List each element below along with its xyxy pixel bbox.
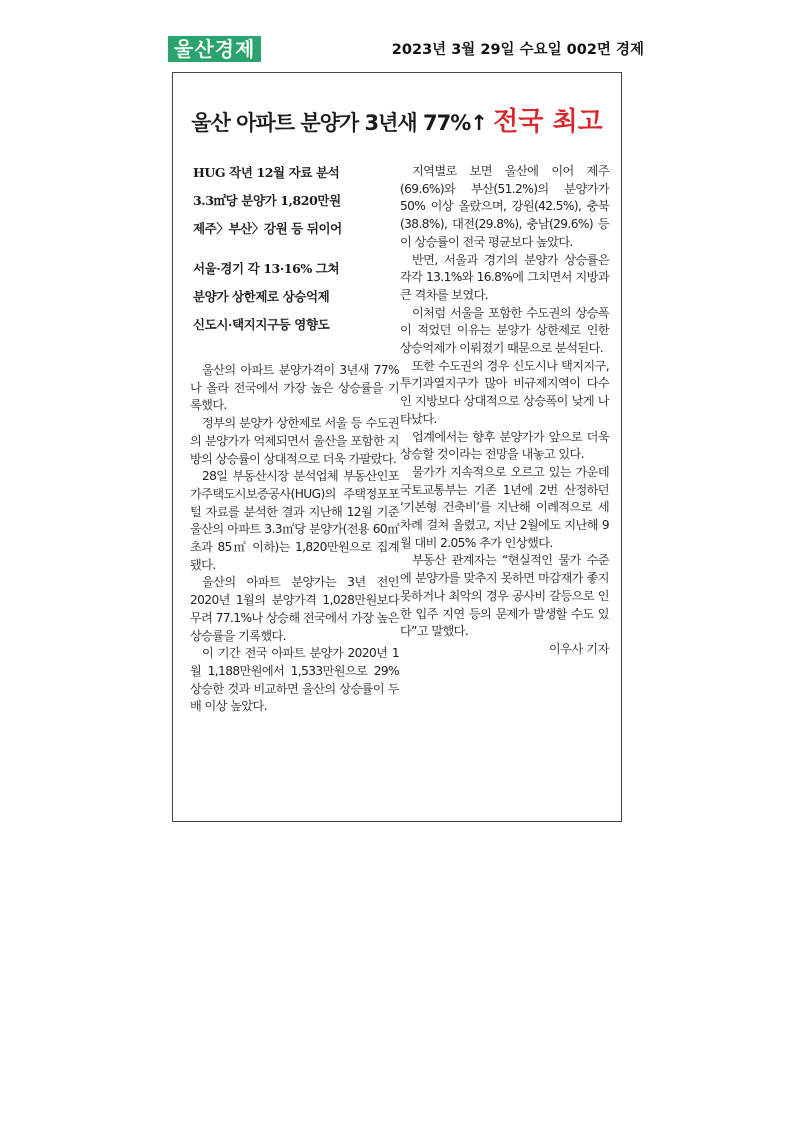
body-paragraph: 28일 부동산시장 분석업체 부동산인포가주택도시보증공사(HUG)의 주택정포포털 자료를 분석한 결과 지난해 12월 기준 울산의 아파트 3.3㎡당 분양가(전용 60㎡ 초과 85㎡ 이하)는 1,820만원으로 집계됐다. <box>190 469 399 572</box>
headline-accent: 전국 최고 <box>493 107 603 137</box>
subheadline: 서울·경기 각 13·16% 그쳐 <box>193 261 340 276</box>
body-paragraph: 울산의 아파트 분양가는 3년 전인 2020년 1월의 분양가격 1,028만원보다 무려 77.1%나 상승해 전국에서 가장 높은 상승률을 기록했다. <box>190 575 399 643</box>
body-paragraph: 이처럼 서울을 포함한 수도권의 상승폭이 적었던 이유는 분양가 상한제로 인한 상승억제가 이뤄졌기 때문으로 분석된다. <box>400 305 609 356</box>
subheadlines <box>193 159 393 339</box>
body-paragraph: 지역별로 보면 울산에 이어 제주(69.6%)와 부산(51.2%)의 분양가가 50% 이상 올랐으며, 강원(42.5%), 충북(38.8%), 대전(29.8%), 충남(29.6%) 등이 상승률이 전국 평균보다 높았다. <box>400 164 609 249</box>
subheadline-group <box>193 255 393 339</box>
body-paragraph: 또한 수도권의 경우 신도시나 택지지구, 투기과열지구가 많아 비규제지역이 다수인 지방보다 상대적으로 상승폭이 낮게 나타났다. <box>400 358 609 426</box>
subheadline: HUG 작년 12월 자료 분석 <box>193 165 340 180</box>
dateline: 2023년 3월 29일 수요일 002면 경제 <box>391 42 644 58</box>
body-column-left <box>190 362 399 716</box>
byline: 이우사 기자 <box>549 641 609 656</box>
body-column-right <box>400 163 609 659</box>
subheadline: 제주〉부산〉강원 등 뒤이어 <box>193 221 342 236</box>
byline-row <box>400 641 609 659</box>
body-paragraph: 정부의 분양가 상한제로 서울 등 수도권의 분양가가 억제되면서 울산을 포함한 지방의 상승률이 상대적으로 더욱 가팔랐다. <box>190 416 399 466</box>
headline-main: 울산 아파트 분양가 3년새 77%↑ <box>191 111 487 135</box>
newspaper-logo: 울산경제 <box>168 36 261 62</box>
article-frame <box>172 72 622 822</box>
body-paragraph: 반면, 서울과 경기의 분양가 상승률은 각각 13.1%와 16.8%에 그치면서 지방과 큰 격차를 보였다. <box>400 252 609 302</box>
subheadline: 분양가 상한제로 상승억제 <box>193 289 330 304</box>
body-paragraph: 업계에서는 향후 분양가가 앞으로 더욱 상승할 것이라는 전망을 내놓고 있다. <box>400 429 609 462</box>
body-paragraph: 울산의 아파트 분양가격이 3년새 77%나 올라 전국에서 가장 높은 상승률을 기록했다. <box>190 363 399 413</box>
subheadline: 신도시·택지지구등 영향도 <box>193 317 330 332</box>
body-paragraph: 부동산 관계자는 “현실적인 물가 수준에 분양가를 맞추지 못하면 마감재가 좋지 못하거나 최악의 경우 공사비 갈등으로 인한 입주 지연 등의 문제가 발생할 수도 있다”고 말했다. <box>400 553 609 639</box>
subheadline-group <box>193 159 393 243</box>
subheadline: 3.3㎡당 분양가 1,820만원 <box>193 193 341 208</box>
headline <box>173 101 621 138</box>
body-paragraph: 이 기간 전국 아파트 분양가 2020년 1월 1,188만원에서 1,533만원으로 29% 상승한 것과 비교하면 울산의 상승률이 두배 이상 높았다. <box>190 646 399 714</box>
body-paragraph: 물가가 지속적으로 오르고 있는 가운데 국토교통부는 기존 1년에 2번 산정하던 ‘기본형 건축비’를 지난해 이례적으로 세 차례 걸쳐 올렸고, 지난 2월에도 지난해 9월 대비 2.05% 추가 인상했다. <box>400 464 609 550</box>
